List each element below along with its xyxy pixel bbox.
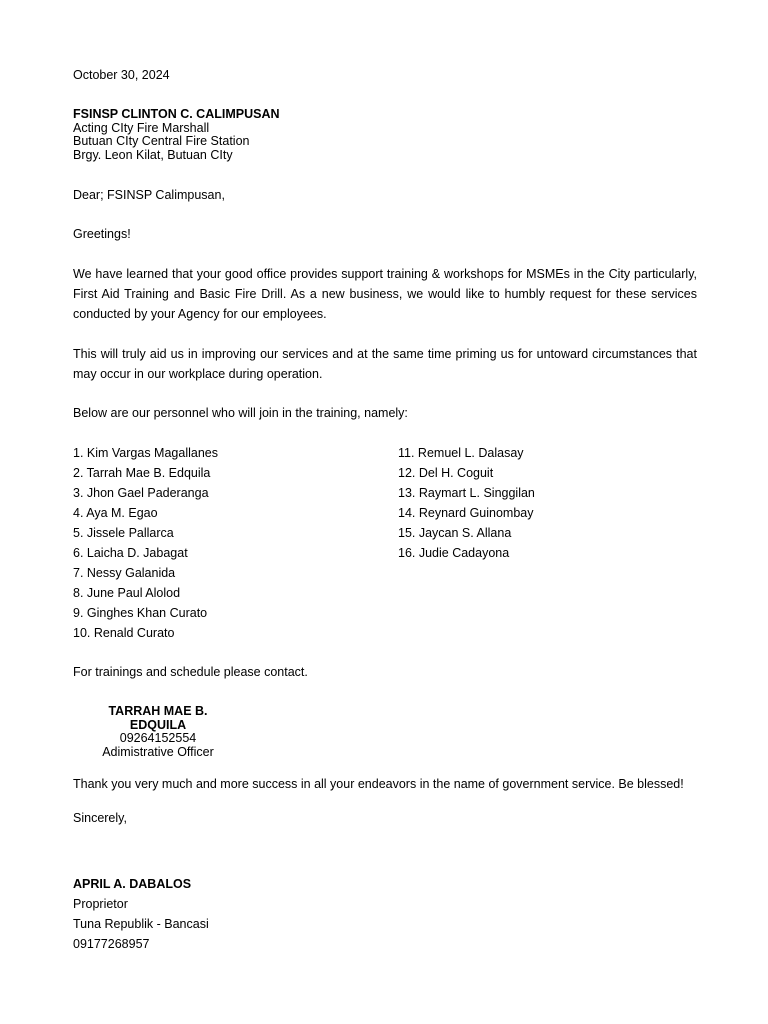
personnel-item: 14. Reynard Guinombay [398, 506, 534, 520]
personnel-item: 9. Ginghes Khan Curato [73, 606, 208, 620]
contact-name: TARRAH MAE B. EDQUILA [108, 704, 208, 732]
contact-person-block [80, 705, 236, 759]
signatory-business: Tuna Republik - Bancasi [73, 917, 209, 931]
personnel-item: 8. June Paul Alolod [73, 586, 181, 600]
recipient-title: Acting CIty Fire Marshall [73, 120, 210, 135]
personnel-list-right [398, 443, 535, 563]
body-paragraph-request: We have learned that your good office provides support training & workshops for MSMEs in the City particularly, First Aid Training and Basic Fire Drill. As a new business, we would like to humbly request for these services conducted by your Agency for our employees. [73, 267, 697, 321]
personnel-item: 12. Del H. Coguit [398, 466, 494, 480]
personnel-item: 6. Laicha D. Jabagat [73, 546, 188, 560]
personnel-item: 4. Aya M. Egao [73, 506, 158, 520]
closing: Sincerely, [73, 811, 127, 825]
personnel-item: 11. Remuel L. Dalasay [398, 446, 524, 460]
contact-phone: 09264152554 [119, 731, 197, 745]
contact-intro: For trainings and schedule please contact. [73, 665, 308, 679]
personnel-item: 15. Jaycan S. Allana [398, 526, 512, 540]
personnel-item: 10. Renald Curato [73, 626, 175, 640]
recipient-station: Butuan CIty Central Fire Station [73, 134, 250, 148]
personnel-item: 1. Kim Vargas Magallanes [73, 446, 218, 460]
signatory-position: Proprietor [73, 897, 128, 911]
greeting: Greetings! [73, 227, 131, 241]
personnel-list-left [73, 443, 218, 643]
recipient-name: FSINSP CLINTON C. CALIMPUSAN [73, 107, 280, 121]
thanks-line: Thank you very much and more success in all your endeavors in the name of government service. Be blessed! [73, 777, 684, 791]
personnel-item: 13. Raymart L. Singgilan [398, 486, 535, 500]
personnel-item: 7. Nessy Galanida [73, 566, 176, 580]
salutation: Dear; FSINSP Calimpusan, [73, 188, 225, 202]
body-paragraph-purpose: This will truly aid us in improving our services and at the same time priming us for untoward circumstances that may occur in our workplace during operation. [73, 347, 697, 381]
personnel-item: 2. Tarrah Mae B. Edquila [73, 466, 211, 480]
personnel-item: 5. Jissele Pallarca [73, 526, 174, 540]
personnel-item: 16. Judie Cadayona [398, 546, 510, 560]
contact-position: Adimistrative Officer [102, 744, 214, 759]
letter-date: October 30, 2024 [73, 68, 170, 82]
signatory-phone: 09177268957 [73, 937, 150, 951]
personnel-intro: Below are our personnel who will join in the training, namely: [73, 406, 408, 420]
recipient-address: Brgy. Leon Kilat, Butuan CIty [73, 147, 233, 162]
signatory-name: APRIL A. DABALOS [73, 877, 192, 891]
personnel-item: 3. Jhon Gael Paderanga [73, 486, 209, 500]
recipient-block [73, 108, 280, 162]
signature-block [73, 874, 209, 954]
